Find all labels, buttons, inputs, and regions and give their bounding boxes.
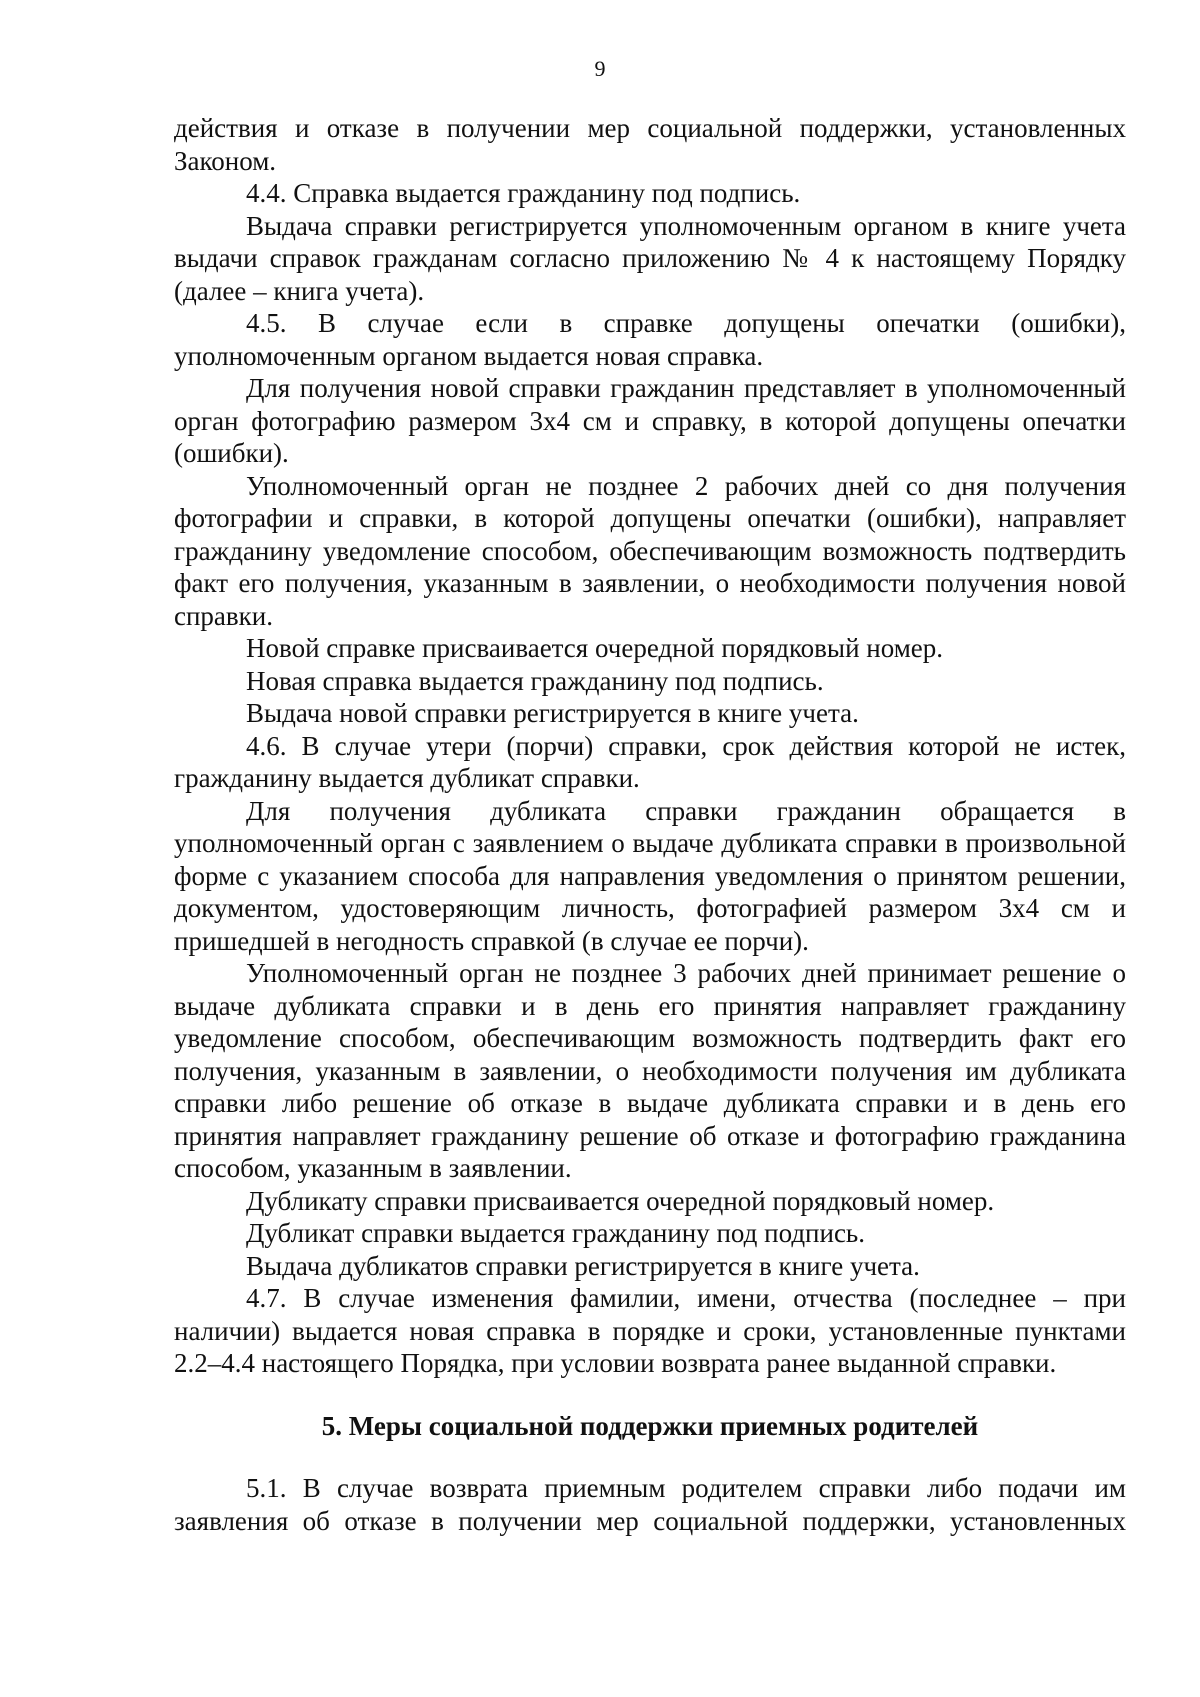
paragraph: Выдача дубликатов справки регистрируется в книге учета.	[246, 1250, 920, 1281]
paragraph: действия и отказе в получении мер социальной поддержки, установленных Законом.	[174, 113, 1126, 176]
paragraph: Для получения дубликата справки гражданин обращается в уполномоченный орган с заявлением о выдаче дубликата справки в произвольной форме с указанием способа для направления уведомления о принятом решении, документом, удостоверяющим личность, фотографией размером 3х4 см и пришедшей в негодность справкой (в случае ее порчи).	[174, 795, 1126, 956]
paragraph: Уполномоченный орган не позднее 3 рабочих дней принимает решение о выдаче дубликата справки и в день его принятия направляет гражданину уведомление способом, обеспечивающим возможность подтвердить факт его получения, указанным в заявлении, о необходимости получения им дубликата справки либо решение об отказе в выдаче дубликата справки и в день его принятия направляет гражданину решение об отказе и фотографию гражданина способом, указанным в заявлении.	[174, 958, 1126, 1183]
page-number: 9	[594, 56, 606, 81]
paragraph: 4.5. В случае если в справке допущены опечатки (ошибки), уполномоченным органом выдается новая справка.	[174, 308, 1126, 371]
paragraph: 4.4. Справка выдается гражданину под подпись.	[246, 178, 801, 208]
paragraph: 4.7. В случае изменения фамилии, имени, отчества (последнее – при наличии) выдается новая справка в порядке и сроки, установленные пунктами 2.2–4.4 настоящего Порядка, при условии возврата ранее выданной справки.	[174, 1283, 1126, 1378]
paragraph: Выдача новой справки регистрируется в книге учета.	[246, 698, 859, 728]
paragraph: Новой справке присваивается очередной порядковый номер.	[246, 633, 944, 663]
paragraph: Дубликат справки выдается гражданину под подпись.	[246, 1218, 865, 1248]
section-heading: 5. Меры социальной поддержки приемных родителей	[321, 1410, 979, 1441]
paragraph: Для получения новой справки гражданин представляет в уполномоченный орган фотографию размером 3х4 см и справку, в которой допущены опечатки (ошибки).	[174, 373, 1126, 468]
document-body	[174, 112, 1126, 1537]
paragraph: Уполномоченный орган не позднее 2 рабочих дней со дня получения фотографии и справки, в которой допущены опечатки (ошибки), направляет гражданину уведомление способом, обеспечивающим возможность подтвердить факт его получения, указанным в заявлении, о необходимости получения новой справки.	[174, 470, 1126, 631]
paragraph: Новая справка выдается гражданину под подпись.	[246, 665, 824, 696]
paragraph: Дубликату справки присваивается очередной порядковый номер.	[246, 1185, 995, 1216]
paragraph: 5.1. В случае возврата приемным родителем справки либо подачи им заявления об отказе в получении мер социальной поддержки, установленных	[174, 1473, 1126, 1536]
paragraph: 4.6. В случае утери (порчи) справки, срок действия которой не истек, гражданину выдается дубликат справки.	[174, 730, 1126, 793]
paragraph: Выдача справки регистрируется уполномоченным органом в книге учета выдачи справок гражданам согласно приложению № 4 к настоящему Порядку (далее – книга учета).	[174, 210, 1126, 306]
